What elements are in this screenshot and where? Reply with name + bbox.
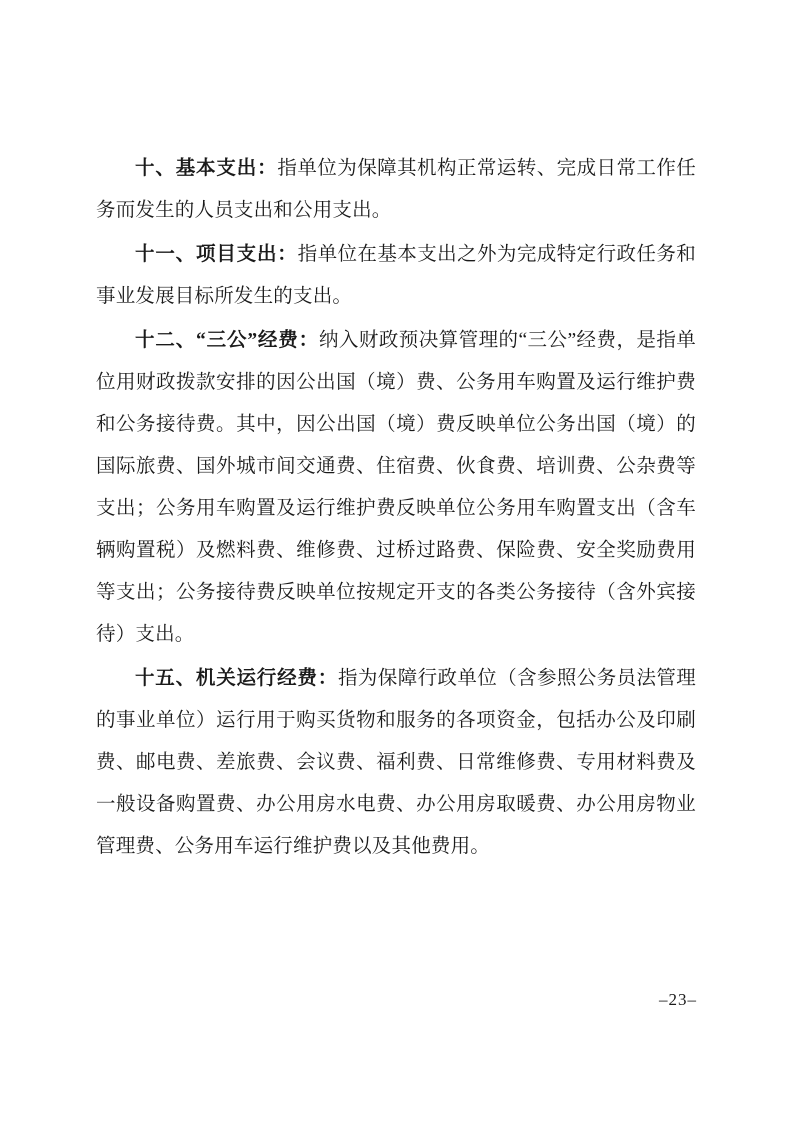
paragraph-lead: 十五、机关运行经费： <box>135 668 338 689</box>
paragraph-basic-expenditure <box>96 148 696 232</box>
paragraph-text: 指单位为保障其机构正常运转、完成日常工作任务而发生的人员支出和公用支出。 <box>96 158 697 221</box>
paragraph-text: 纳入财政预决算管理的“三公”经费，是指单位用财政拨款安排的因公出国（境）费、公务用车购置及运行维护费和公务接待费。其中，因公出国（境）费反映单位公务出国（境）的国际旅费、国外城市间交通费、住宿费、伙食费、培训费、公杂费等支出；公务用车购置及运行维护费反映单位公务用车购置支出（含车辆购置税）及燃料费、维修费、过桥过路费、保险费、安全奖励费用等支出；公务接待费反映单位按规定开支的各类公务接待（含外宾接待）支出。 <box>96 330 696 645</box>
page-number: –23– <box>659 990 697 1009</box>
paragraph-lead: 十、基本支出： <box>135 158 278 179</box>
paragraph-three-public-funds <box>96 320 696 656</box>
document-body <box>96 148 696 868</box>
paragraph-text: 指为保障行政单位（含参照公务员法管理的事业单位）运行用于购买货物和服务的各项资金，包括办公及印刷费、邮电费、差旅费、会议费、福利费、日常维修费、专用材料费及一般设备购置费、办公用房水电费、办公用房取暖费、办公用房物业管理费、公务用车运行维护费以及其他费用。 <box>96 668 696 857</box>
paragraph-lead: 十一、项目支出： <box>135 244 298 265</box>
paragraph-agency-operating-expenses <box>96 658 696 868</box>
paragraph-project-expenditure <box>96 234 696 318</box>
paragraph-lead: 十二、“三公”经费： <box>135 330 319 351</box>
paragraph-text: 指单位在基本支出之外为完成特定行政任务和事业发展目标所发生的支出。 <box>96 244 696 307</box>
